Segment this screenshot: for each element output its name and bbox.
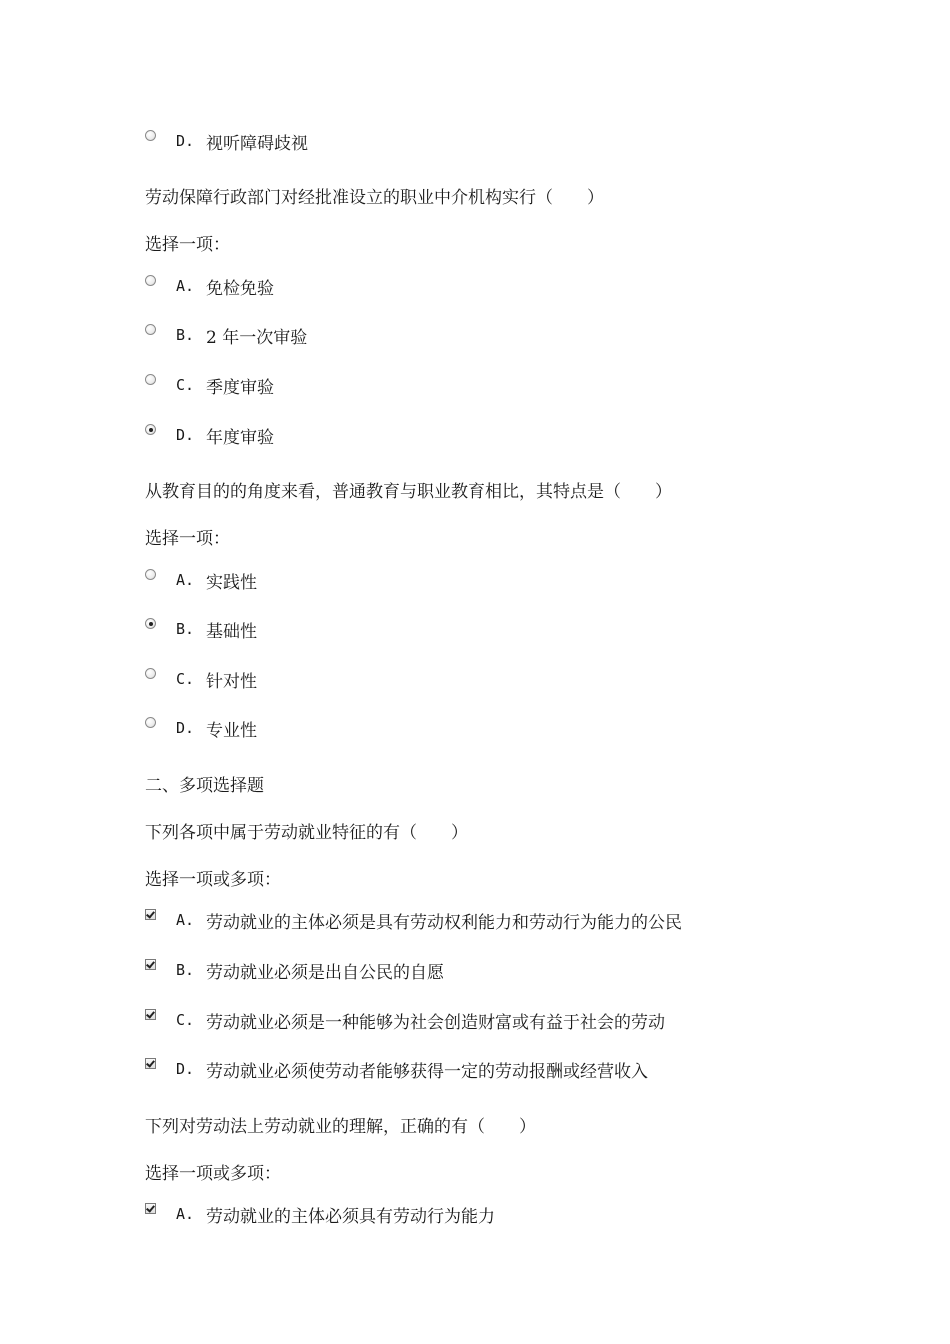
q3-option-c[interactable] [145, 1009, 665, 1031]
question-4-text: 下列对劳动法上劳动就业的理解，正确的有（ ） [145, 1117, 536, 1137]
question-3-text: 下列各项中属于劳动就业特征的有（ ） [145, 823, 468, 843]
q2-option-a[interactable] [145, 569, 257, 591]
option-letter: C. [176, 670, 195, 688]
question-3-prompt: 选择一项或多项： [145, 870, 281, 890]
question-1-prompt: 选择一项： [145, 235, 230, 255]
q-prev-option-d[interactable] [145, 130, 308, 152]
checkbox-checked[interactable] [145, 1009, 156, 1020]
q3-option-d[interactable] [145, 1058, 648, 1080]
radio-button[interactable] [145, 569, 156, 580]
section-title: 二、多项选择题 [145, 776, 264, 796]
q1-option-d[interactable] [145, 424, 274, 446]
question-2-text: 从教育目的的角度来看，普通教育与职业教育相比，其特点是（ ） [145, 482, 672, 502]
option-letter: D. [176, 1060, 195, 1078]
option-letter: B. [176, 620, 195, 638]
option-text: 年度审验 [206, 427, 274, 448]
option-letter: A. [176, 911, 195, 929]
option-letter: A. [176, 277, 195, 295]
radio-button-selected[interactable] [145, 424, 156, 435]
radio-button[interactable] [145, 275, 156, 286]
q1-option-c[interactable] [145, 374, 274, 396]
radio-button-selected[interactable] [145, 618, 156, 629]
checkbox-checked[interactable] [145, 909, 156, 920]
option-text: 实践性 [206, 572, 257, 593]
q2-option-d[interactable] [145, 717, 257, 739]
checkbox-checked[interactable] [145, 1058, 156, 1069]
option-letter: B. [176, 326, 195, 344]
q4-option-a[interactable] [145, 1203, 495, 1225]
option-text: 劳动就业必须使劳动者能够获得一定的劳动报酬或经营收入 [206, 1061, 648, 1082]
q3-option-a[interactable] [145, 909, 682, 931]
q3-option-b[interactable] [145, 959, 444, 981]
option-text: 免检免验 [206, 278, 274, 299]
option-text: 专业性 [206, 720, 257, 741]
question-2-prompt: 选择一项： [145, 529, 230, 549]
radio-button[interactable] [145, 717, 156, 728]
radio-button[interactable] [145, 668, 156, 679]
radio-button[interactable] [145, 324, 156, 335]
option-letter: C. [176, 1011, 195, 1029]
option-letter: A. [176, 571, 195, 589]
question-1-text: 劳动保障行政部门对经批准设立的职业中介机构实行（ ） [145, 188, 604, 208]
option-letter: B. [176, 961, 195, 979]
option-text: 视听障碍歧视 [206, 133, 308, 154]
option-letter: D. [176, 132, 195, 150]
option-letter: A. [176, 1205, 195, 1223]
q2-option-c[interactable] [145, 668, 257, 690]
radio-button[interactable] [145, 374, 156, 385]
option-text: 劳动就业的主体必须是具有劳动权利能力和劳动行为能力的公民 [206, 912, 682, 933]
checkbox-checked[interactable] [145, 1203, 156, 1214]
option-text: 劳动就业必须是出自公民的自愿 [206, 962, 444, 983]
option-text: 季度审验 [206, 377, 274, 398]
option-text: 劳动就业的主体必须具有劳动行为能力 [206, 1206, 495, 1227]
option-letter: C. [176, 376, 195, 394]
option-letter: D. [176, 719, 195, 737]
option-text: 劳动就业必须是一种能够为社会创造财富或有益于社会的劳动 [206, 1012, 665, 1033]
option-letter: D. [176, 426, 195, 444]
q2-option-b[interactable] [145, 618, 257, 640]
q1-option-a[interactable] [145, 275, 274, 297]
option-text: 基础性 [206, 621, 257, 642]
checkbox-checked[interactable] [145, 959, 156, 970]
radio-button[interactable] [145, 130, 156, 141]
option-text: 2 年一次审验 [206, 327, 308, 348]
question-4-prompt: 选择一项或多项： [145, 1164, 281, 1184]
q1-option-b[interactable] [145, 324, 307, 346]
option-text: 针对性 [206, 671, 257, 692]
